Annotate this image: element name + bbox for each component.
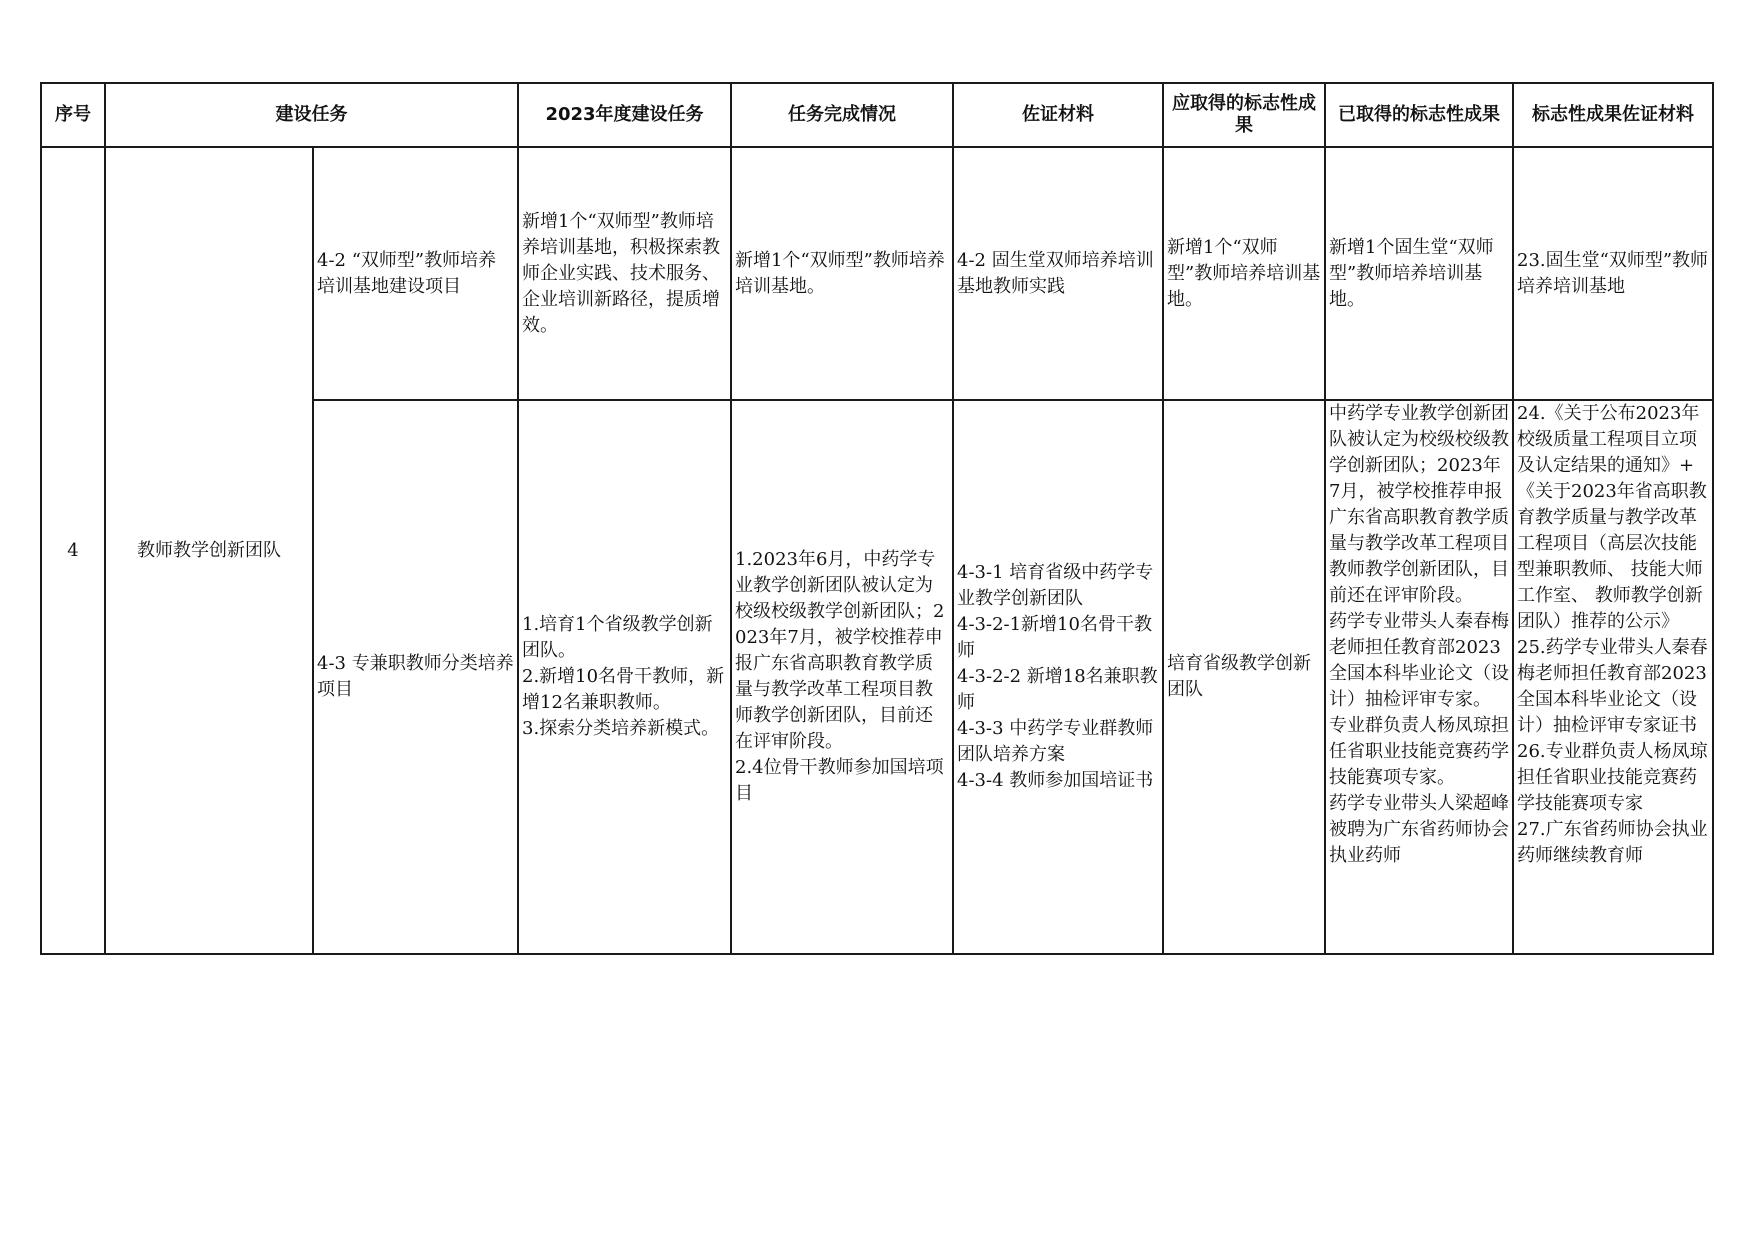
evidence-cell: 4-2 固生堂双师培养培训基地教师实践 <box>953 147 1163 400</box>
evidence-cell: 4-3-1 培育省级中药学专业教学创新团队 4-3-2-1新增10名骨干教师 4-3-2-2 新增18名兼职教师 4-3-3 中药学专业群教师团队培养方案 4-3-4 教师参加国培证书 <box>953 400 1163 954</box>
header-row <box>41 83 1713 147</box>
completion-cell: 1.2023年6月，中药学专业教学创新团队被认定为校级校级教学创新团队；2023年7月，被学校推荐申报广东省高职教育教学质量与教学改革工程项目教师教学创新团队，目前还在评审阶段。 2.4位骨干教师参加国培项目 <box>731 400 953 954</box>
achievement-table <box>40 82 1714 955</box>
header-task: 建设任务 <box>105 83 518 147</box>
header-achieved-evidence: 标志性成果佐证材料 <box>1513 83 1713 147</box>
header-seq: 序号 <box>41 83 105 147</box>
achieved-evidence-cell: 23.固生堂“双师型”教师培养培训基地 <box>1513 147 1713 400</box>
header-expected-achievement: 应取得的标志性成果 <box>1163 83 1325 147</box>
subtask-cell: 4-2 “双师型”教师培养培训基地建设项目 <box>313 147 518 400</box>
achieved-cell <box>1325 400 1513 954</box>
header-completion: 任务完成情况 <box>731 83 953 147</box>
task-2023-cell: 1.培育1个省级教学创新团队。 2.新增10名骨干教师，新增12名兼职教师。 3.探索分类培养新模式。 <box>518 400 731 954</box>
completion-cell: 新增1个“双师型”教师培养培训基地。 <box>731 147 953 400</box>
subtask-cell: 4-3 专兼职教师分类培养项目 <box>313 400 518 954</box>
group-name-cell: 教师教学创新团队 <box>105 147 313 954</box>
header-evidence: 佐证材料 <box>953 83 1163 147</box>
task-2023-cell: 新增1个“双师型”教师培养培训基地，积极探索教师企业实践、技术服务、企业培训新路径，提质增效。 <box>518 147 731 400</box>
achieved-evidence-cell <box>1513 400 1713 954</box>
expected-cell: 培育省级教学创新团队 <box>1163 400 1325 954</box>
table-row <box>41 147 1713 400</box>
group-seq-cell: 4 <box>41 147 105 954</box>
header-task-2023: 2023年度建设任务 <box>518 83 731 147</box>
expected-cell: 新增1个“双师型”教师培养培训基地。 <box>1163 147 1325 400</box>
achieved-evidence-cell-clip: 24.《关于公布2023年校级质量工程项目立项及认定结果的通知》+《关于2023年省高职教育教学质量与教学改革工程项目（高层次技能型兼职教师、 技能大师工作室、 教师教学创新团队）推荐的公示》 25.药学专业带头人秦春梅老师担任教育部2023全国本科毕业论文（设计）抽检评审专家证书 26.专业群负责人杨凤琼担任省职业技能竞赛药学技能赛项专家 27.广东省药师协会执业药师继续教育师 <box>1517 403 1708 866</box>
header-achieved: 已取得的标志性成果 <box>1325 83 1513 147</box>
achieved-cell: 新增1个固生堂“双师型”教师培养培训基地。 <box>1325 147 1513 400</box>
achieved-cell-clip: 中药学专业教学创新团队被认定为校级校级教学创新团队；2023年7月，被学校推荐申报广东省高职教育教学质量与教学改革工程项目教师教学创新团队，目前还在评审阶段。 药学专业带头人秦春梅老师担任教育部2023全国本科毕业论文（设计）抽检评审专家。 专业群负责人杨凤琼担任省职业技能竞赛药学技能赛项专家。 药学专业带头人梁超峰被聘为广东省药师协会执业药师 <box>1329 403 1509 866</box>
